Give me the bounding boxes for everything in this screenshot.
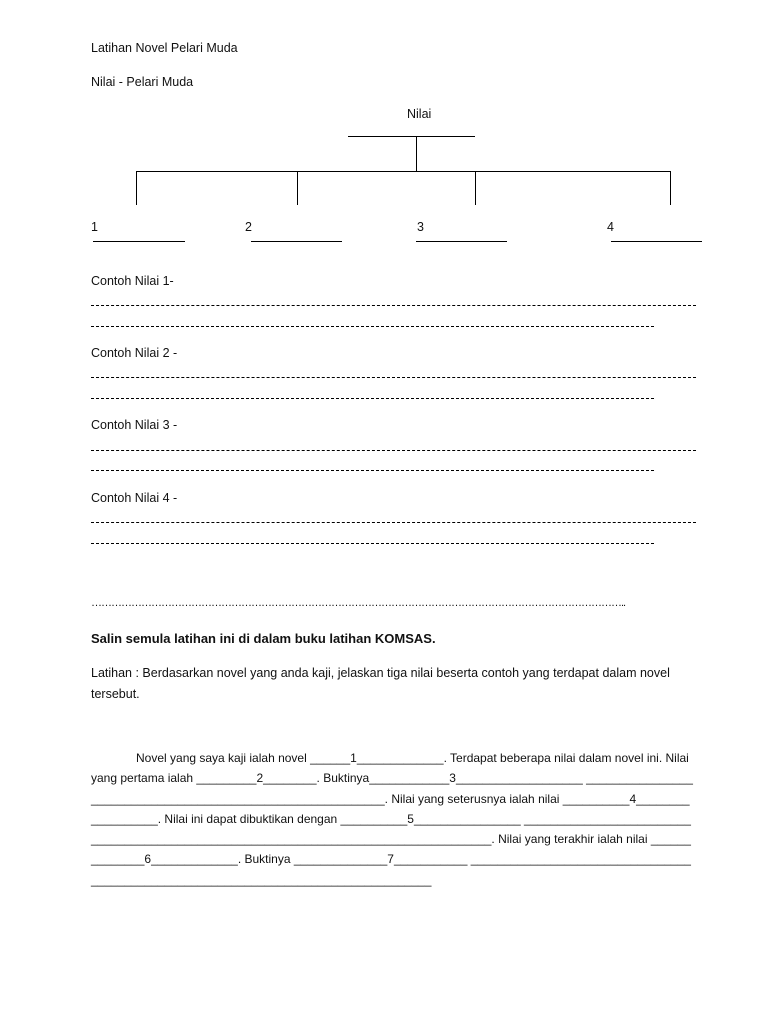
diagram-branch-1 [136, 171, 137, 205]
diagram-root-label: Nilai [407, 107, 432, 121]
instruction-text: Salin semula latihan ini di dalam buku latihan KOMSAS. [91, 631, 436, 646]
branch-answer-line-4 [611, 241, 702, 242]
dotted-separator: …………………………………………………………………………………………………………………………………………….. [91, 597, 626, 609]
branch-label-3: 3 [417, 220, 424, 234]
worksheet-title: Latihan Novel Pelari Muda [91, 41, 238, 55]
diagram-branch-4 [670, 171, 671, 205]
answer-line [91, 398, 654, 399]
worksheet-subtitle: Nilai - Pelari Muda [91, 75, 194, 89]
fill-in-paragraph: Novel yang saya kaji ialah novel ______1_____________. Terdapat beberapa nilai dalam novel ini. Nilai yang pertama ialah _________2________. Buktinya____________3___________________ ____________________________________________________________. Nilai yang seterusnya ialah nilai __________4__________________. Nilai ini dapat dibuktikan dengan __________5________________ _____________________________________________________________________________________. Nilai yang terakhir ialah nilai ______________6_____________. Buktinya ______________7___________ ____________________________________________________________________________________ [91, 751, 693, 887]
branch-label-2: 2 [245, 220, 252, 234]
answer-line [91, 470, 654, 471]
answer-line [91, 377, 696, 378]
answer-line [91, 450, 696, 451]
branch-answer-line-3 [416, 241, 507, 242]
answer-line [91, 326, 654, 327]
answer-line [91, 522, 696, 523]
answer-line [91, 305, 696, 306]
exercise-prompt: Latihan : Berdasarkan novel yang anda kaji, jelaskan tiga nilai beserta contoh yang terdapat dalam novel tersebut. [91, 666, 670, 701]
diagram-branch-3 [475, 171, 476, 205]
diagram-branch-2 [297, 171, 298, 205]
diagram-branch-bar [136, 171, 671, 172]
example-label-1: Contoh Nilai 1- [91, 274, 174, 288]
branch-label-1: 1 [91, 220, 98, 234]
diagram-stem [416, 136, 417, 171]
answer-line [91, 543, 654, 544]
branch-answer-line-2 [251, 241, 342, 242]
diagram-root-line [348, 136, 475, 137]
example-label-2: Contoh Nilai 2 - [91, 346, 178, 360]
example-label-3: Contoh Nilai 3 - [91, 418, 178, 432]
branch-answer-line-1 [93, 241, 185, 242]
branch-label-4: 4 [607, 220, 614, 234]
example-label-4: Contoh Nilai 4 - [91, 491, 178, 505]
